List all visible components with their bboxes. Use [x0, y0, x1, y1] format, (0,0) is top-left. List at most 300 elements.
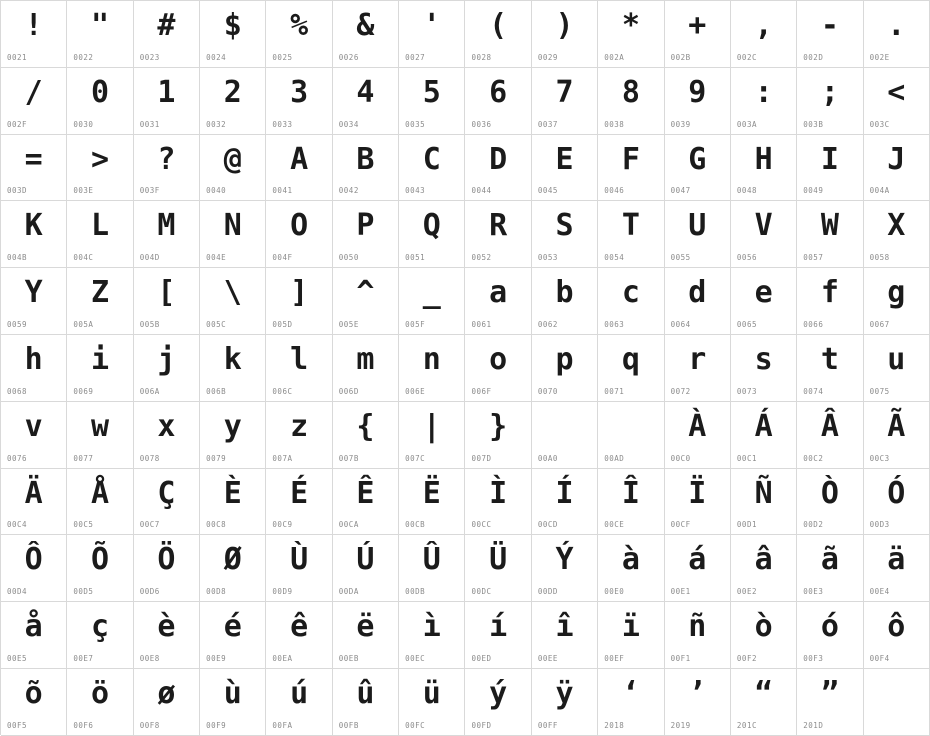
glyph-cell[interactable]: [864, 535, 930, 602]
glyph-codepoint: 007B: [338, 453, 359, 463]
glyph-cell[interactable]: [266, 135, 332, 202]
glyph-character: ä: [887, 542, 906, 578]
glyph-cell[interactable]: [399, 402, 465, 469]
glyph-codepoint: 00EF: [604, 653, 625, 663]
glyph-cell[interactable]: [266, 68, 332, 135]
glyph-character: Û: [422, 542, 441, 578]
glyph-codepoint: 0023: [139, 52, 160, 62]
glyph-codepoint: 2018: [604, 720, 625, 730]
glyph-character: å: [24, 609, 43, 645]
glyph-cell[interactable]: [67, 68, 133, 135]
glyph-character: ì: [422, 609, 441, 645]
glyph-cell[interactable]: [797, 68, 863, 135]
glyph-cell[interactable]: [598, 68, 664, 135]
glyph-character: B: [356, 141, 375, 177]
glyph-character: Í: [555, 475, 574, 511]
glyph-cell[interactable]: [598, 469, 664, 536]
glyph-cell[interactable]: [731, 402, 797, 469]
glyph-character: <: [887, 74, 906, 110]
glyph-codepoint: 00E1: [670, 587, 691, 597]
glyph-cell[interactable]: [797, 1, 863, 68]
glyph-cell[interactable]: [1, 602, 67, 669]
glyph-cell[interactable]: [200, 535, 266, 602]
glyph-cell[interactable]: [598, 669, 664, 736]
glyph-cell[interactable]: [134, 335, 200, 402]
glyph-codepoint: 00C3: [869, 453, 890, 463]
glyph-codepoint: 00CD: [537, 520, 558, 530]
glyph-character: ": [90, 8, 110, 43]
glyph-cell[interactable]: [864, 669, 930, 736]
glyph-codepoint: 00CC: [471, 520, 492, 530]
glyph-codepoint: 00C4: [7, 520, 28, 530]
glyph-cell[interactable]: [333, 669, 399, 736]
glyph-cell[interactable]: [67, 335, 133, 402]
glyph-cell[interactable]: [665, 1, 731, 68]
glyph-cell[interactable]: [465, 669, 531, 736]
glyph-cell[interactable]: [333, 535, 399, 602]
glyph-character: M: [157, 208, 176, 244]
glyph-character: /: [24, 74, 43, 110]
glyph-cell[interactable]: [200, 201, 266, 268]
glyph-character: y: [223, 408, 242, 444]
glyph-cell[interactable]: [333, 201, 399, 268]
glyph-codepoint: 0027: [405, 52, 426, 62]
glyph-character: q: [621, 341, 640, 377]
glyph-cell[interactable]: [731, 669, 797, 736]
glyph-cell[interactable]: [665, 669, 731, 736]
glyph-codepoint: 0061: [471, 319, 492, 329]
glyph-character: [: [157, 275, 176, 311]
glyph-cell[interactable]: [532, 268, 598, 335]
glyph-cell[interactable]: [532, 335, 598, 402]
glyph-cell[interactable]: [134, 1, 200, 68]
glyph-character: Ç: [157, 475, 176, 511]
glyph-character: Å: [90, 475, 110, 511]
glyph-character: p: [555, 341, 574, 377]
glyph-cell[interactable]: [797, 669, 863, 736]
glyph-codepoint: 0063: [604, 319, 625, 329]
glyph-cell[interactable]: [465, 335, 531, 402]
glyph-codepoint: 00EE: [537, 653, 558, 663]
glyph-character: 3: [290, 74, 309, 110]
glyph-character: Z: [90, 275, 110, 311]
glyph-character: *: [621, 8, 640, 43]
glyph-cell[interactable]: [1, 402, 67, 469]
glyph-cell[interactable]: [266, 335, 332, 402]
glyph-codepoint: 002B: [670, 52, 691, 62]
glyph-cell[interactable]: [1, 335, 67, 402]
glyph-cell[interactable]: [532, 602, 598, 669]
glyph-cell[interactable]: [1, 68, 67, 135]
glyph-codepoint: 0045: [537, 186, 558, 196]
glyph-codepoint: 005F: [405, 319, 426, 329]
glyph-character: Ó: [887, 475, 906, 511]
glyph-character: ’: [688, 675, 707, 711]
glyph-cell[interactable]: [1, 201, 67, 268]
glyph-cell[interactable]: [665, 201, 731, 268]
glyph-character: Ò: [820, 475, 839, 511]
glyph-character: â: [754, 542, 773, 578]
glyph-cell[interactable]: [598, 402, 664, 469]
glyph-codepoint: 00E5: [7, 653, 28, 663]
glyph-codepoint: 00D3: [869, 520, 890, 530]
glyph-codepoint: 0054: [604, 253, 625, 263]
glyph-cell[interactable]: [665, 402, 731, 469]
glyph-codepoint: 0039: [670, 119, 691, 129]
glyph-codepoint: 00F3: [803, 653, 824, 663]
glyph-cell[interactable]: [465, 201, 531, 268]
glyph-cell[interactable]: [864, 268, 930, 335]
glyph-cell[interactable]: [532, 1, 598, 68]
glyph-cell[interactable]: [797, 469, 863, 536]
glyph-codepoint: 0065: [736, 319, 757, 329]
glyph-cell[interactable]: [731, 201, 797, 268]
glyph-codepoint: 00CB: [405, 520, 426, 530]
glyph-cell[interactable]: [134, 201, 200, 268]
glyph-cell[interactable]: [665, 535, 731, 602]
glyph-cell[interactable]: [665, 68, 731, 135]
glyph-cell[interactable]: [67, 669, 133, 736]
glyph-cell[interactable]: [333, 335, 399, 402]
glyph-cell[interactable]: [665, 268, 731, 335]
glyph-character: Ù: [290, 542, 309, 578]
glyph-cell[interactable]: [333, 469, 399, 536]
glyph-cell[interactable]: [598, 135, 664, 202]
glyph-character: 8: [621, 74, 640, 110]
glyph-character: >: [90, 141, 110, 177]
glyph-codepoint: 002F: [7, 119, 28, 129]
glyph-cell[interactable]: [532, 535, 598, 602]
glyph-codepoint: 00C0: [670, 453, 691, 463]
glyph-cell[interactable]: [200, 335, 266, 402]
glyph-cell[interactable]: [864, 602, 930, 669]
glyph-cell[interactable]: [399, 602, 465, 669]
glyph-cell[interactable]: [465, 135, 531, 202]
glyph-codepoint: 0071: [604, 386, 625, 396]
glyph-cell[interactable]: [465, 1, 531, 68]
glyph-cell[interactable]: [532, 201, 598, 268]
glyph-cell[interactable]: [67, 402, 133, 469]
glyph-cell[interactable]: [532, 469, 598, 536]
glyph-character: Á: [754, 408, 773, 444]
glyph-character: 6: [489, 74, 508, 110]
glyph-codepoint: 0075: [869, 386, 890, 396]
glyph-character: #: [157, 8, 176, 43]
glyph-cell[interactable]: [864, 402, 930, 469]
glyph-character: Ê: [356, 475, 375, 511]
glyph-codepoint: 007C: [405, 453, 426, 463]
glyph-cell[interactable]: [465, 469, 531, 536]
glyph-codepoint: 003C: [869, 119, 890, 129]
glyph-character: T: [621, 208, 640, 244]
glyph-cell[interactable]: [1, 268, 67, 335]
glyph-character: :: [754, 74, 773, 110]
glyph-character: }: [489, 408, 508, 444]
glyph-cell[interactable]: [200, 68, 266, 135]
glyph-codepoint: 0057: [803, 253, 824, 263]
glyph-codepoint: 005D: [272, 319, 293, 329]
glyph-codepoint: 00C2: [803, 453, 824, 463]
glyph-codepoint: 00F2: [736, 653, 757, 663]
glyph-cell[interactable]: [797, 402, 863, 469]
glyph-codepoint: 0024: [206, 52, 227, 62]
glyph-cell[interactable]: [864, 68, 930, 135]
glyph-cell[interactable]: [598, 1, 664, 68]
glyph-cell[interactable]: [864, 335, 930, 402]
glyph-cell[interactable]: [665, 469, 731, 536]
glyph-character: t: [820, 341, 839, 377]
glyph-cell[interactable]: [465, 602, 531, 669]
glyph-cell[interactable]: [797, 535, 863, 602]
glyph-codepoint: 00C1: [736, 453, 757, 463]
glyph-character: z: [290, 408, 309, 444]
glyph-cell[interactable]: [465, 268, 531, 335]
glyph-character: Ì: [489, 475, 508, 511]
glyph-character: Ø: [223, 542, 242, 578]
glyph-codepoint: 0028: [471, 52, 492, 62]
glyph-character: ): [555, 8, 574, 43]
glyph-cell[interactable]: [266, 535, 332, 602]
glyph-codepoint: 0050: [338, 253, 359, 263]
glyph-codepoint: 005A: [73, 319, 94, 329]
glyph-character: ]: [290, 275, 309, 311]
glyph-codepoint: 00EB: [338, 653, 359, 663]
glyph-character: r: [688, 341, 707, 377]
glyph-cell[interactable]: [399, 335, 465, 402]
glyph-codepoint: 00AD: [604, 453, 625, 463]
glyph-cell[interactable]: [731, 469, 797, 536]
glyph-cell[interactable]: [864, 201, 930, 268]
glyph-character: \: [223, 275, 242, 311]
glyph-cell[interactable]: [399, 535, 465, 602]
glyph-cell[interactable]: [200, 402, 266, 469]
glyph-cell[interactable]: [797, 602, 863, 669]
glyph-codepoint: 00F5: [7, 720, 28, 730]
glyph-cell[interactable]: [598, 201, 664, 268]
glyph-character: n: [422, 341, 441, 377]
glyph-codepoint: 002D: [803, 52, 824, 62]
glyph-character: é: [223, 609, 242, 645]
glyph-cell[interactable]: [864, 1, 930, 68]
glyph-character: D: [489, 141, 508, 177]
glyph-cell[interactable]: [200, 602, 266, 669]
glyph-codepoint: 201C: [736, 720, 757, 730]
glyph-character: ü: [422, 675, 441, 711]
glyph-cell[interactable]: [200, 1, 266, 68]
glyph-character: A: [290, 141, 309, 177]
glyph-character: l: [290, 341, 309, 377]
glyph-cell[interactable]: [333, 135, 399, 202]
glyph-cell[interactable]: [200, 135, 266, 202]
glyph-cell[interactable]: [399, 135, 465, 202]
glyph-character: =: [24, 141, 43, 177]
glyph-cell[interactable]: [465, 68, 531, 135]
glyph-cell[interactable]: [134, 669, 200, 736]
glyph-character: b: [555, 275, 574, 311]
glyph-cell[interactable]: [333, 1, 399, 68]
glyph-character: “: [754, 675, 773, 711]
glyph-cell[interactable]: [200, 669, 266, 736]
glyph-cell[interactable]: [731, 68, 797, 135]
glyph-cell[interactable]: [598, 268, 664, 335]
glyph-cell[interactable]: [134, 535, 200, 602]
glyph-cell[interactable]: [731, 335, 797, 402]
glyph-cell[interactable]: [1, 469, 67, 536]
glyph-character: X: [887, 208, 906, 244]
glyph-cell[interactable]: [266, 469, 332, 536]
glyph-cell[interactable]: [532, 402, 598, 469]
glyph-cell[interactable]: [1, 135, 67, 202]
glyph-character: w: [90, 408, 110, 444]
glyph-cell[interactable]: [333, 68, 399, 135]
glyph-codepoint: 0031: [139, 119, 160, 129]
glyph-cell[interactable]: [797, 268, 863, 335]
glyph-cell[interactable]: [598, 535, 664, 602]
glyph-codepoint: 00EA: [272, 653, 293, 663]
glyph-cell[interactable]: [1, 669, 67, 736]
glyph-character: ^: [356, 275, 375, 311]
glyph-codepoint: 00DD: [537, 587, 558, 597]
glyph-character: R: [489, 208, 508, 244]
glyph-codepoint: 00D6: [139, 587, 160, 597]
glyph-character: k: [223, 341, 242, 377]
glyph-cell[interactable]: [731, 1, 797, 68]
glyph-cell[interactable]: [200, 268, 266, 335]
glyph-character: g: [887, 275, 906, 311]
glyph-cell[interactable]: [598, 335, 664, 402]
glyph-cell[interactable]: [333, 268, 399, 335]
glyph-cell[interactable]: [731, 535, 797, 602]
glyph-codepoint: 004A: [869, 186, 890, 196]
glyph-character: ?: [157, 141, 176, 177]
glyph-cell[interactable]: [1, 1, 67, 68]
glyph-character: 1: [157, 74, 176, 110]
glyph-codepoint: 006C: [272, 386, 293, 396]
glyph-cell[interactable]: [532, 135, 598, 202]
glyph-codepoint: 0070: [537, 386, 558, 396]
glyph-cell[interactable]: [67, 602, 133, 669]
glyph-cell[interactable]: [665, 135, 731, 202]
glyph-character: H: [754, 141, 773, 177]
glyph-cell[interactable]: [134, 68, 200, 135]
glyph-codepoint: 0034: [338, 119, 359, 129]
glyph-codepoint: 00FB: [338, 720, 359, 730]
glyph-codepoint: 0058: [869, 253, 890, 263]
glyph-codepoint: 006A: [139, 386, 160, 396]
glyph-codepoint: 0073: [736, 386, 757, 396]
glyph-cell[interactable]: [67, 135, 133, 202]
glyph-character: 4: [356, 74, 375, 110]
glyph-cell[interactable]: [134, 135, 200, 202]
glyph-cell[interactable]: [399, 68, 465, 135]
glyph-cell[interactable]: [399, 201, 465, 268]
glyph-cell[interactable]: [797, 335, 863, 402]
glyph-codepoint: 00DA: [338, 587, 359, 597]
glyph-cell[interactable]: [67, 268, 133, 335]
glyph-cell[interactable]: [399, 1, 465, 68]
glyph-codepoint: 0046: [604, 186, 625, 196]
glyph-codepoint: 0032: [206, 119, 227, 129]
glyph-cell[interactable]: [797, 201, 863, 268]
glyph-character: N: [223, 208, 242, 244]
glyph-codepoint: 00D4: [7, 587, 28, 597]
glyph-character: 5: [422, 74, 441, 110]
glyph-codepoint: 00F8: [139, 720, 160, 730]
glyph-codepoint: 2019: [670, 720, 691, 730]
glyph-cell[interactable]: [864, 135, 930, 202]
glyph-codepoint: 0047: [670, 186, 691, 196]
glyph-cell[interactable]: [200, 469, 266, 536]
glyph-codepoint: 004F: [272, 253, 293, 263]
glyph-cell[interactable]: [465, 402, 531, 469]
glyph-cell[interactable]: [67, 535, 133, 602]
glyph-cell[interactable]: [266, 1, 332, 68]
glyph-cell[interactable]: [465, 535, 531, 602]
glyph-cell[interactable]: [399, 469, 465, 536]
glyph-codepoint: 0079: [206, 453, 227, 463]
glyph-codepoint: 0078: [139, 453, 160, 463]
glyph-cell[interactable]: [731, 135, 797, 202]
glyph-character: è: [157, 609, 176, 645]
glyph-character: ó: [820, 609, 839, 645]
glyph-cell[interactable]: [731, 602, 797, 669]
glyph-codepoint: 00C9: [272, 520, 293, 530]
glyph-character: v: [24, 408, 43, 444]
glyph-cell[interactable]: [266, 201, 332, 268]
glyph-cell[interactable]: [665, 335, 731, 402]
glyph-codepoint: 00E3: [803, 587, 824, 597]
glyph-cell[interactable]: [864, 469, 930, 536]
glyph-cell[interactable]: [532, 669, 598, 736]
glyph-codepoint: 00FD: [471, 720, 492, 730]
glyph-cell[interactable]: [67, 1, 133, 68]
glyph-codepoint: 0049: [803, 186, 824, 196]
glyph-cell[interactable]: [134, 268, 200, 335]
glyph-character: m: [356, 341, 375, 377]
glyph-cell[interactable]: [266, 268, 332, 335]
glyph-codepoint: 00D5: [73, 587, 94, 597]
glyph-cell[interactable]: [266, 602, 332, 669]
glyph-cell[interactable]: [266, 669, 332, 736]
glyph-cell[interactable]: [399, 669, 465, 736]
glyph-character: &: [356, 8, 375, 43]
glyph-character: J: [887, 141, 906, 177]
glyph-cell[interactable]: [333, 402, 399, 469]
glyph-cell[interactable]: [731, 268, 797, 335]
glyph-character: Ô: [24, 542, 43, 578]
glyph-cell[interactable]: [333, 602, 399, 669]
glyph-cell[interactable]: [67, 469, 133, 536]
glyph-character: F: [621, 141, 640, 177]
glyph-cell[interactable]: [532, 68, 598, 135]
glyph-character: ;: [820, 74, 839, 110]
glyph-codepoint: 201D: [803, 720, 824, 730]
glyph-cell[interactable]: [134, 602, 200, 669]
glyph-character: Ö: [157, 542, 176, 578]
glyph-cell[interactable]: [665, 602, 731, 669]
glyph-character: W: [820, 208, 839, 244]
glyph-cell[interactable]: [797, 135, 863, 202]
glyph-cell[interactable]: [598, 602, 664, 669]
glyph-character: î: [555, 609, 574, 645]
glyph-character: ù: [223, 675, 242, 711]
glyph-cell[interactable]: [399, 268, 465, 335]
glyph-cell[interactable]: [1, 535, 67, 602]
glyph-cell[interactable]: [67, 201, 133, 268]
glyph-cell[interactable]: [134, 469, 200, 536]
glyph-cell[interactable]: [266, 402, 332, 469]
glyph-cell[interactable]: [134, 402, 200, 469]
